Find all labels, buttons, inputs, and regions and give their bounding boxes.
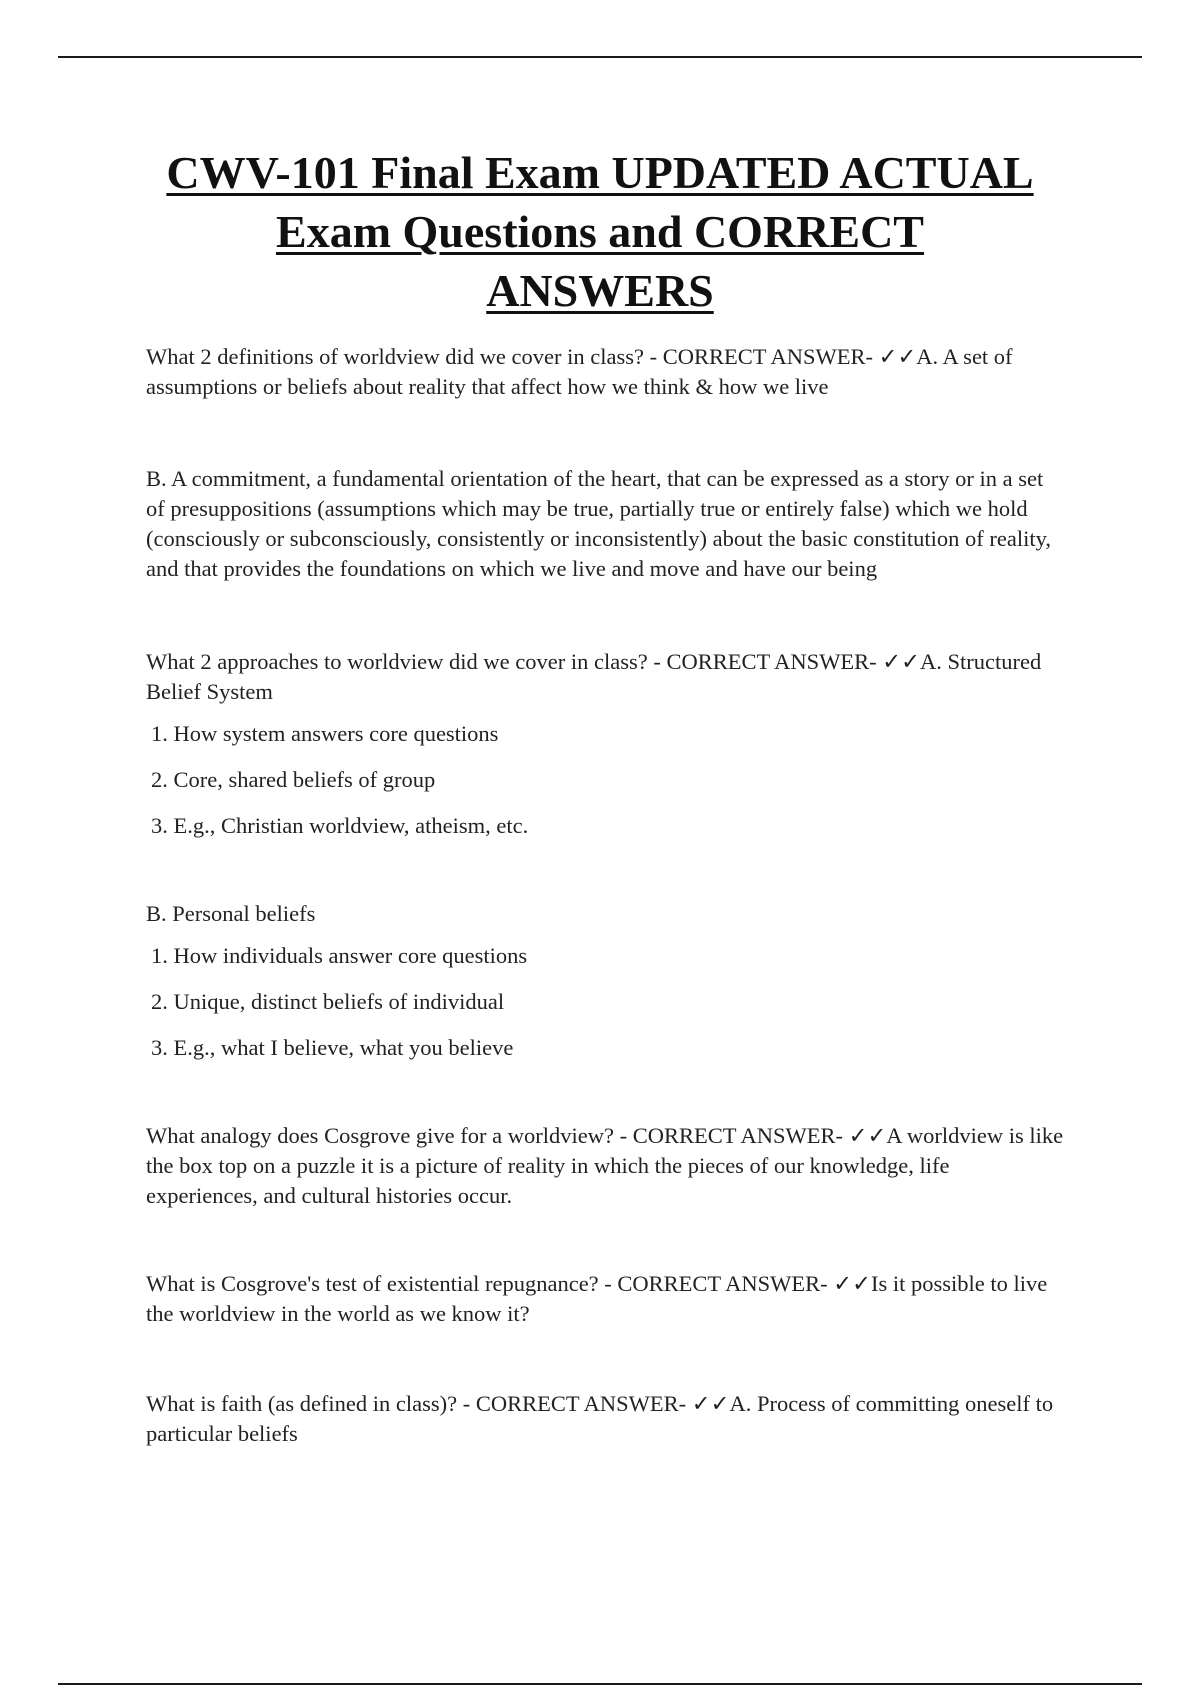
question-cosgrove-analogy: What analogy does Cosgrove give for a worldview? - CORRECT ANSWER- ✓✓A worldview is like the box top on a puzzle it is a picture of reality in which the pieces of our knowledge, life experiences, and cultural histories occur. xyxy=(146,1123,1064,1208)
question-definitions-of-worldview: What 2 definitions of worldview did we cover in class? - CORRECT ANSWER- ✓✓A. A set of assumptions or beliefs about reality that affect how we think & how we live xyxy=(146,344,1013,399)
list-item: 3. E.g., what I believe, what you believe xyxy=(151,1035,514,1060)
question-approaches-to-worldview: What 2 approaches to worldview did we cover in class? - CORRECT ANSWER- ✓✓A. Structured Belief System xyxy=(146,649,1042,704)
question-existential-repugnance: What is Cosgrove's test of existential repugnance? - CORRECT ANSWER- ✓✓Is it possible to live the worldview in the world as we know it? xyxy=(146,1271,1048,1326)
document-title xyxy=(100,143,1100,320)
personal-belief-list xyxy=(146,941,1066,1063)
list-item: 2. Unique, distinct beliefs of individual xyxy=(151,989,505,1014)
structured-belief-list xyxy=(146,719,1066,841)
bottom-rule xyxy=(58,1683,1142,1685)
list-item: 2. Core, shared beliefs of group xyxy=(151,767,436,792)
answer-definition-b: B. A commitment, a fundamental orientation of the heart, that can be expressed as a story or in a set of presuppositions (assumptions which may be true, partially true or entirely false) which we hold (consciously or subconsciously, consistently or inconsistently) about the basic constitution of reality, and that provides the foundations on which we live and move and have our being xyxy=(146,466,1052,581)
list-item: 1. How individuals answer core questions xyxy=(151,943,528,968)
title-line-1: CWV-101 Final Exam UPDATED ACTUAL xyxy=(166,147,1034,198)
list-item: 3. E.g., Christian worldview, atheism, etc. xyxy=(151,813,529,838)
document-body xyxy=(146,342,1066,1449)
question-faith-definition: What is faith (as defined in class)? - CORRECT ANSWER- ✓✓A. Process of committing oneself to particular beliefs xyxy=(146,1391,1054,1446)
list-item: 1. How system answers core questions xyxy=(151,721,499,746)
answer-personal-beliefs: B. Personal beliefs xyxy=(146,901,316,926)
title-line-3: ANSWERS xyxy=(486,265,714,316)
top-rule xyxy=(58,56,1142,58)
title-line-2: Exam Questions and CORRECT xyxy=(276,206,924,257)
